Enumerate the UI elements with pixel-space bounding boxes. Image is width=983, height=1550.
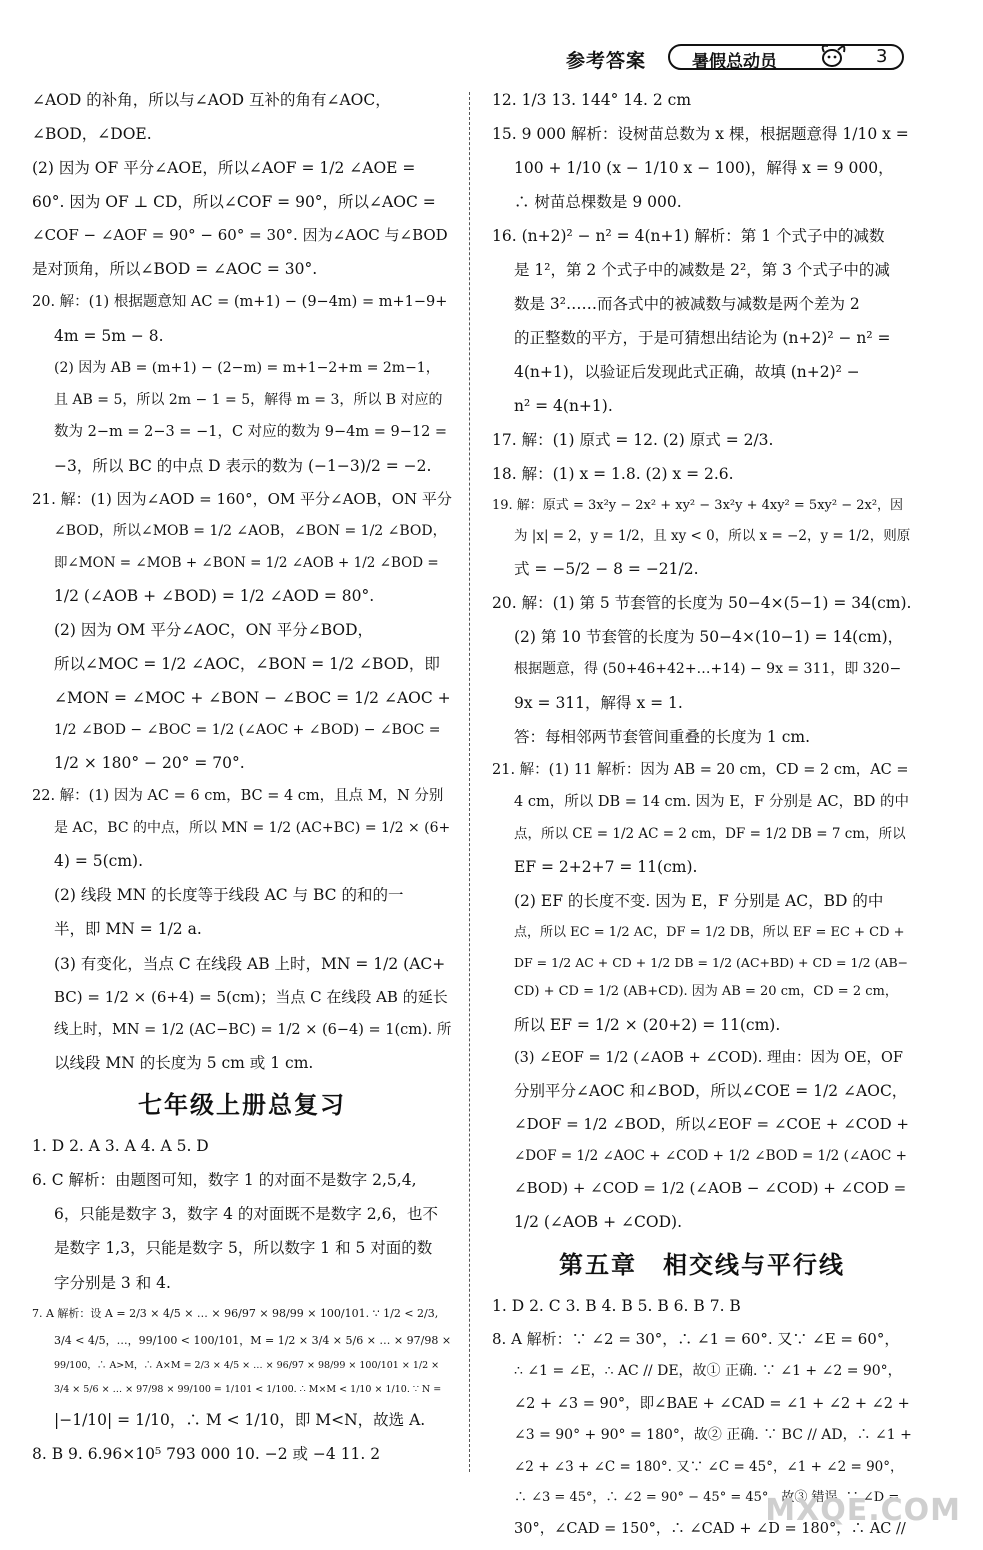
text-line: 线上时，MN = 1/2 (AC−BC) = 1/2 × (6−4) = 1(cm). 所 xyxy=(54,1021,452,1038)
text-line: −3，所以 BC 的中点 D 表示的数为 (−1−3)/2 = −2. xyxy=(54,456,432,475)
text-line: ∠COF − ∠AOF = 90° − 60° = 30°. 因为∠AOC 与∠BOD xyxy=(32,226,448,245)
text-line: 点，所以 CE = 1/2 AC = 2 cm，DF = 1/2 DB = 7 cm，所以 xyxy=(514,825,906,842)
text-line: DF = 1/2 AC + CD + 1/2 DB = 1/2 (AC+BD) + CD = 1/2 (AB− xyxy=(514,955,909,971)
text-line: 为 |x| = 2，y = 1/2，且 xy < 0，所以 x = −2，y = 1/2，则原 xyxy=(514,528,911,545)
text-line: ∴ ∠3 = 45°，∴ ∠2 = 90° − 45° = 45°，故③ 错误. ∵ ∠D = xyxy=(514,1489,900,1505)
text-line: (2) 线段 MN 的长度等于线段 AC 与 BC 的和的一 xyxy=(54,886,404,905)
text-line: 6. C 解析：由题图可知，数字 1 的对面不是数字 2,5,4, xyxy=(32,1171,417,1190)
text-line: 8. A 解析：∵ ∠2 = 30°，∴ ∠1 = 60°. 又∵ ∠E = 60°， xyxy=(492,1329,900,1348)
text-line: 1/2 (∠AOB + ∠BOD) = 1/2 ∠AOD = 80°. xyxy=(54,586,375,605)
section-title-chapter5: 第五章 相交线与平行线 xyxy=(559,1250,845,1279)
text-line: 100 + 1/10 (x − 1/10 x − 100)，解得 x = 9 000， xyxy=(514,159,894,178)
text-line: 点，所以 EC = 1/2 AC，DF = 1/2 DB，所以 EF = EC + CD + xyxy=(514,924,905,940)
text-line: 分别平分∠AOC 和∠BOD，所以∠COE = 1/2 ∠AOC， xyxy=(514,1082,908,1101)
right-column xyxy=(492,88,912,1550)
text-line: 7. A 解析：设 A = 2/3 × 4/5 × … × 96/97 × 98/99 × 100/101. ∵ 1/2 < 2/3, xyxy=(32,1306,439,1320)
text-line: ∠2 + ∠3 + ∠C = 180°. 又∵ ∠C = 45°，∠1 + ∠2 = 90°， xyxy=(514,1458,904,1475)
text-line: (2) EF 的长度不变. 因为 E，F 分别是 AC，BD 的中 xyxy=(514,891,884,910)
header-brand: 暑假总动员 xyxy=(692,52,777,72)
text-line: 半，即 MN = 1/2 a. xyxy=(54,920,202,939)
text-line: CD) + CD = 1/2 (AB+CD). 因为 AB = 20 cm，CD = 2 cm， xyxy=(514,984,898,1000)
header-title: 参考答案 xyxy=(566,50,647,72)
text-line: EF = 2+2+7 = 11(cm). xyxy=(514,857,698,876)
text-line: (2) 因为 AB = (m+1) − (2−m) = m+1−2+m = 2m−1， xyxy=(54,359,440,376)
text-line: ∠DOF = 1/2 ∠BOD，所以∠EOF = ∠COE + ∠COD + xyxy=(514,1115,909,1134)
text-line: ∠DOF = 1/2 ∠AOC + ∠COD + 1/2 ∠BOD = 1/2 (∠AOC + xyxy=(514,1148,907,1165)
text-line: 8. B 9. 6.96×10⁵ 793 000 10. −2 或 −4 11. 2 xyxy=(32,1445,381,1464)
text-line: 是 1²，第 2 个式子中的减数是 2²，第 3 个式子中的减 xyxy=(514,261,890,280)
text-line: 3/4 < 4/5，…，99/100 < 100/101，M = 1/2 × 3/4 × 5/6 × … × 97/98 × xyxy=(54,1333,452,1347)
text-line: 4 cm，所以 DB = 14 cm. 因为 E，F 分别是 AC，BD 的中 xyxy=(514,794,910,811)
column-divider xyxy=(469,92,470,1472)
text-line: 12. 1/3 13. 144° 14. 2 cm xyxy=(492,91,692,109)
text-line: 60°. 因为 OF ⊥ CD，所以∠COF = 90°，所以∠AOC = xyxy=(32,193,436,212)
text-line: ∠AOD 的补角，所以与∠AOD 互补的角有∠AOC， xyxy=(32,91,391,109)
text-line: 以线段 MN 的长度为 5 cm 或 1 cm. xyxy=(54,1054,314,1073)
text-line: 15. 9 000 解析：设树苗总数为 x 棵，根据题意得 1/10 x = xyxy=(492,125,909,144)
text-line: 9x = 311，解得 x = 1. xyxy=(514,693,683,712)
text-line: 字分别是 3 和 4. xyxy=(54,1273,171,1292)
page-header xyxy=(0,44,983,78)
page-number: 3 xyxy=(876,46,888,67)
section-title-review: 七年级上册总复习 xyxy=(138,1091,346,1120)
text-line: 1. D 2. C 3. B 4. B 5. B 6. B 7. B xyxy=(492,1296,741,1315)
text-line: ∴ 树苗总棵数是 9 000. xyxy=(514,193,682,212)
text-line: ∠2 + ∠3 = 90°，即∠BAE + ∠CAD = ∠1 + ∠2 + ∠2 + xyxy=(514,1395,910,1412)
text-line: BC) = 1/2 × (6+4) = 5(cm)；当点 C 在线段 AB 的延长 xyxy=(54,987,448,1006)
text-line: 4(n+1)，以验证后发现此式正确，故填 (n+2)² − xyxy=(514,363,860,382)
text-line: 答：每相邻两节套管间重叠的长度为 1 cm. xyxy=(514,728,811,746)
text-line: 是数字 1,3，只能是数字 5，所以数字 1 和 5 对面的数 xyxy=(54,1239,433,1258)
text-line: 所以 EF = 1/2 × (20+2) = 11(cm). xyxy=(514,1015,781,1034)
text-line: 19. 解：原式 = 3x²y − 2x² + xy² − 3x²y + 4xy² = 5xy² − 2x²，因 xyxy=(492,498,904,514)
text-line: 1. D 2. A 3. A 4. A 5. D xyxy=(32,1137,209,1156)
text-line: 18. 解：(1) x = 1.8. (2) x = 2.6. xyxy=(492,465,734,484)
text-line: 4) = 5(cm). xyxy=(54,852,144,871)
text-line: ∴ ∠1 = ∠E，∴ AC // DE，故① 正确. ∵ ∠1 + ∠2 = 90°， xyxy=(514,1362,902,1379)
text-line: ∠BOD) + ∠COD = 1/2 (∠AOB − ∠COD) + ∠COD = xyxy=(514,1179,907,1198)
text-line: 17. 解：(1) 原式 = 12. (2) 原式 = 2/3. xyxy=(492,431,774,450)
left-column xyxy=(32,88,452,1476)
text-line: 4m = 5m − 8. xyxy=(54,326,164,345)
text-line: 数是 3²……而各式中的被减数与减数是两个差为 2 xyxy=(514,295,860,314)
text-line: 20. 解：(1) 根据题意知 AC = (m+1) − (9−4m) = m+1−9+ xyxy=(32,294,448,311)
text-line: 21. 解：(1) 因为∠AOD = 160°，OM 平分∠AOB，ON 平分 xyxy=(32,489,452,508)
text-line: 22. 解：(1) 因为 AC = 6 cm，BC = 4 cm，且点 M，N 分别 xyxy=(32,788,444,805)
text-line: (2) 第 10 节套管的长度为 50−4×(10−1) = 14(cm)， xyxy=(514,628,904,647)
text-line: |−1/10| = 1/10，∴ M < 1/10，即 M<N，故选 A. xyxy=(54,1411,426,1430)
text-line: ∠MON = ∠MOC + ∠BON − ∠BOC = 1/2 ∠AOC + xyxy=(54,688,451,707)
text-line: (2) 因为 OM 平分∠AOC，ON 平分∠BOD， xyxy=(54,620,374,639)
text-line: 式 = −5/2 − 8 = −21/2. xyxy=(514,560,699,579)
text-line: 的正整数的平方，于是可猜想出结论为 (n+2)² − n² = xyxy=(514,329,891,348)
text-line: 16. (n+2)² − n² = 4(n+1) 解析：第 1 个式子中的减数 xyxy=(492,227,885,246)
text-line: n² = 4(n+1). xyxy=(514,397,613,416)
text-line: 根据题意，得 (50+46+42+…+14) − 9x = 311，即 320− xyxy=(514,661,902,678)
text-line: 所以∠MOC = 1/2 ∠AOC，∠BON = 1/2 ∠BOD，即 xyxy=(54,654,440,673)
text-line: ∠BOD，∠DOE. xyxy=(32,125,152,144)
header-brand-pill xyxy=(668,44,904,70)
text-line: 20. 解：(1) 第 5 节套管的长度为 50−4×(5−1) = 34(cm). xyxy=(492,594,912,613)
text-line: 1/2 (∠AOB + ∠COD). xyxy=(514,1213,682,1232)
text-line: (3) ∠EOF = 1/2 (∠AOB + ∠COD). 理由：因为 OE，OF xyxy=(514,1049,903,1066)
text-line: 30°，∠CAD = 150°，∴ ∠CAD + ∠D = 180°，∴ AC // xyxy=(514,1520,906,1537)
text-line: 21. 解：(1) 11 解析：因为 AB = 20 cm，CD = 2 cm，AC = xyxy=(492,762,909,779)
mascot-icon xyxy=(816,38,850,72)
text-line: 1/2 ∠BOD − ∠BOC = 1/2 (∠AOC + ∠BOD) − ∠BOC = xyxy=(54,721,441,738)
watermark: MXQE.COM xyxy=(765,1493,961,1528)
text-line: 数为 2−m = 2−3 = −1，C 对应的数为 9−4m = 9−12 = xyxy=(54,424,448,441)
text-line: (2) 因为 OF 平分∠AOE，所以∠AOF = 1/2 ∠AOE = xyxy=(32,159,416,178)
text-line: 6，只能是数字 3，数字 4 的对面既不是数字 2,6，也不 xyxy=(54,1205,438,1224)
text-line: 即∠MON = ∠MOB + ∠BON = 1/2 ∠AOB + 1/2 ∠BOD = xyxy=(54,554,439,571)
text-line: 是 AC，BC 的中点，所以 MN = 1/2 (AC+BC) = 1/2 × (6+ xyxy=(54,819,451,836)
text-line: 且 AB = 5，所以 2m − 1 = 5，解得 m = 3，所以 B 对应的 xyxy=(54,391,443,408)
text-line: ∠3 = 90° + 90° = 180°，故② 正确. ∵ BC // AD，∴ ∠1 + xyxy=(514,1427,912,1444)
text-line: ∠BOD，所以∠MOB = 1/2 ∠AOB，∠BON = 1/2 ∠BOD， xyxy=(54,522,447,539)
text-line: 3/4 × 5/6 × … × 97/98 × 99/100 = 1/101 < 1/100. ∴ M×M < 1/10 × 1/10. ∵ N = xyxy=(54,1384,442,1396)
text-line: (3) 有变化，当点 C 在线段 AB 上时，MN = 1/2 (AC+ xyxy=(54,954,446,973)
text-line: 99/100，∴ A>M，∴ A×M = 2/3 × 4/5 × … × 96/97 × 98/99 × 100/101 × 1/2 × xyxy=(54,1359,440,1371)
text-line: 是对顶角，所以∠BOD = ∠AOC = 30°. xyxy=(32,260,318,279)
text-line: 1/2 × 180° − 20° = 70°. xyxy=(54,754,245,773)
